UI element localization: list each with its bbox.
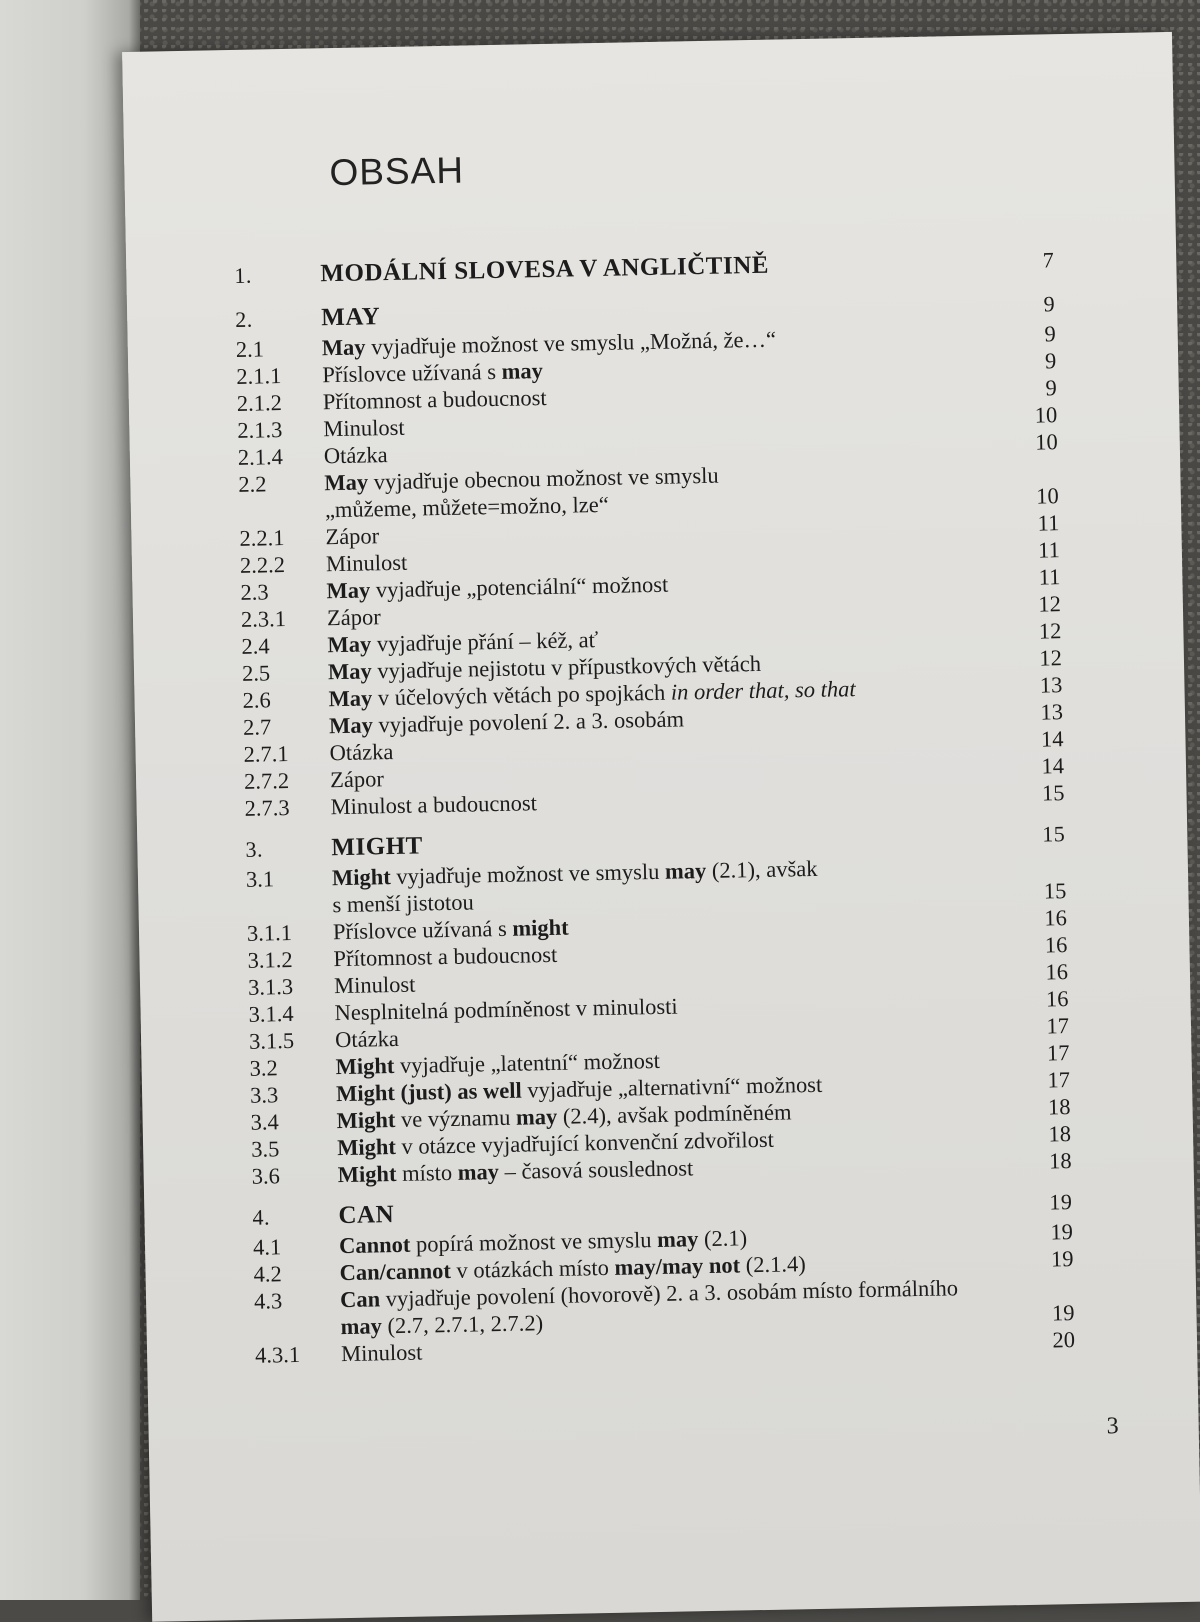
toc-entry-number [239, 517, 325, 519]
toc-entry-number: 2.2.2 [239, 552, 286, 578]
toc-title-part: Přítomnost a budoucnost [322, 384, 547, 415]
toc-entry-page: 11 [1038, 564, 1061, 590]
toc-title-part: may [340, 1313, 383, 1340]
toc-entry-page: 9 [1045, 375, 1057, 401]
toc-title-part: Příslovce užívaná s [322, 358, 502, 388]
toc-entry-page: 15 [1041, 780, 1065, 806]
toc-entry-page: 9 [1043, 291, 1056, 317]
toc-entry-number: 4. [252, 1204, 271, 1230]
toc-title-part: vyjadřuje možnost ve smyslu [390, 858, 666, 890]
toc-entry-page [1018, 476, 1058, 477]
toc-title-part: May [321, 334, 366, 361]
toc-entry-page: 16 [1045, 959, 1069, 985]
toc-entry-number: 3.1.2 [247, 946, 293, 973]
table-of-contents [234, 244, 1075, 1369]
toc-entry-number: 2.4 [241, 633, 270, 659]
toc-title-part: (2.1) [698, 1225, 748, 1252]
toc-title-part: Minulost [323, 414, 405, 442]
toc-title-part: Otázka [334, 1025, 400, 1053]
toc-title-part: „můžeme, můžete=možno, lze“ [324, 491, 609, 523]
toc-entry-page: 16 [1044, 932, 1068, 958]
toc-title-part: May [326, 577, 371, 604]
toc-title-part: May [327, 631, 372, 658]
toc-title-part: Might [335, 1053, 395, 1080]
toc-title-part: Příslovce užívaná s [332, 915, 513, 945]
toc-entry-page: 9 [1044, 321, 1056, 347]
toc-title-part: vyjadřuje „latentní“ možnost [394, 1047, 661, 1079]
toc-title-part: vyjadřuje přání – kéž, ať [371, 627, 599, 657]
toc-title-part: Nesplnitelná podmíněnost v minulosti [334, 993, 678, 1026]
toc-entry-number: 2.1.4 [237, 444, 284, 470]
toc-title-part: may/may not [614, 1252, 741, 1280]
toc-entry-page: 11 [1037, 510, 1060, 536]
toc-title-part: MAY [320, 303, 381, 332]
toc-title-part: Might [336, 1134, 397, 1161]
toc-entry-number: 2.7.3 [244, 795, 290, 821]
book-page [122, 32, 1200, 1622]
toc-title-part: Zápor [329, 766, 385, 793]
toc-title-part: místo [396, 1159, 458, 1187]
toc-entry-page: 17 [1047, 1067, 1071, 1093]
toc-title-part: may [457, 1159, 500, 1185]
toc-title-part: might [512, 914, 569, 941]
toc-entry-number: 2. [235, 306, 253, 332]
toc-title-part: vyjadřuje obecnou možnost ve smyslu [367, 462, 719, 495]
toc-title-part: Cannot [338, 1231, 411, 1259]
toc-title-part: Can/cannot [339, 1257, 452, 1286]
toc-entry-number: 2.2.1 [239, 525, 285, 551]
toc-title-part: Otázka [323, 442, 388, 469]
toc-entry-number: 2.1.2 [236, 390, 283, 416]
toc-title-part: v účelových větách po spojkách [372, 679, 672, 711]
toc-entry-number: 2.1.1 [236, 363, 282, 389]
toc-entry-page: 9 [1044, 348, 1057, 374]
toc-title-part: May [328, 685, 373, 712]
toc-entry-number: 3.1.3 [247, 973, 294, 1000]
toc-entry-page: 7 [1042, 247, 1055, 273]
toc-title-part: Minulost [340, 1339, 423, 1367]
toc-title-part: Might [336, 1107, 396, 1134]
toc-entry-page [1026, 871, 1066, 872]
toc-entry-page: 11 [1037, 537, 1061, 563]
toc-title-part: may [501, 358, 544, 384]
toc-title-part: Might [337, 1161, 397, 1188]
toc-title-part: may [656, 1226, 699, 1253]
toc-title-part: May [324, 469, 369, 496]
toc-entry-page: 19 [1049, 1189, 1073, 1215]
toc-entry-page: 10 [1034, 402, 1058, 428]
toc-title-part: vyjadřuje „alternativní“ možnost [521, 1071, 823, 1103]
toc-entry-number: 2.5 [241, 660, 271, 686]
toc-title-part: s menší jistotou [332, 889, 474, 918]
toc-title-part: Minulost [325, 549, 408, 577]
toc-title-part: vyjadřuje „potenciální“ možnost [369, 571, 669, 603]
toc-title-part: (2.4), avšak podmíněném [556, 1099, 792, 1129]
toc-entry-number: 1. [234, 262, 253, 288]
toc-entry-page: 16 [1044, 905, 1068, 931]
toc-title-part: (2.1), avšak [706, 855, 818, 884]
toc-title-part: Might (just) as well [335, 1077, 522, 1107]
toc-title-part: Minulost [333, 971, 416, 999]
toc-title-part: (2.1.4) [739, 1251, 806, 1278]
toc-entry-page: 12 [1038, 591, 1062, 617]
toc-entry-page: 16 [1045, 986, 1069, 1012]
toc-entry-number: 2.1 [235, 336, 265, 362]
toc-entry-number: 2.7 [242, 714, 272, 740]
toc-entry-number: 4.3 [253, 1288, 283, 1314]
toc-entry-number: 3.6 [251, 1163, 281, 1189]
toc-entry-number: 4.2 [253, 1261, 282, 1287]
toc-title-part: vyjadřuje nejistotu v přípustkových větách [371, 650, 762, 684]
toc-entry-page: 13 [1039, 672, 1063, 698]
toc-entry-number: 3.1.4 [248, 1000, 294, 1027]
toc-entry-number: 3.5 [250, 1136, 280, 1162]
toc-entry-number: 2.1.3 [237, 417, 283, 443]
toc-title-part: ve významu [395, 1104, 517, 1133]
toc-title-part: Minulost a budoucnost [330, 790, 538, 820]
toc-entry-page: 18 [1048, 1148, 1072, 1174]
toc-entry-number [255, 1334, 341, 1336]
toc-entry-number: 3. [245, 836, 264, 862]
toc-title-part: (2.7, 2.7.1, 2.7.2) [381, 1310, 544, 1339]
toc-title-part: v otázce vyjadřující konvenční zdvořilost [395, 1126, 775, 1160]
toc-entry-number: 3.1.5 [248, 1027, 295, 1054]
toc-entry-number: 2.6 [242, 687, 271, 713]
toc-entry-page: 19 [1050, 1219, 1074, 1245]
toc-entry-page: 12 [1038, 618, 1062, 644]
toc-entry-number: 2.2 [238, 471, 267, 497]
toc-entry-page: 19 [1050, 1246, 1074, 1272]
toc-entry-page: 17 [1046, 1040, 1070, 1066]
toc-entry-page: 14 [1040, 726, 1064, 752]
toc-entry-page: 13 [1040, 699, 1064, 725]
toc-entry-number: 2.3 [240, 579, 269, 605]
toc-entry-page: 20 [1052, 1327, 1076, 1353]
toc-title-part: vyjadřuje možnost ve smyslu „Možná, že…“ [365, 326, 777, 360]
toc-title-part: Zápor [326, 604, 381, 631]
toc-title-part: May [328, 712, 374, 739]
toc-entry-number: 3.3 [249, 1082, 279, 1108]
facing-page [0, 0, 140, 1600]
toc-title-part: may [664, 858, 707, 884]
page-title: OBSAH [329, 149, 465, 194]
toc-title-part: Otázka [329, 739, 394, 766]
toc-title-part: v otázkách místo [450, 1254, 615, 1283]
toc-entry-page: 19 [1051, 1300, 1075, 1326]
toc-entry-number: 4.1 [252, 1234, 282, 1260]
toc-title-part: – časová souslednost [498, 1155, 694, 1185]
page-number: 3 [1106, 1413, 1119, 1440]
toc-title-part: vyjadřuje povolení 2. a 3. osobám [372, 706, 685, 738]
toc-entry-number: 2.7.1 [243, 741, 289, 767]
toc-title-part: MIGHT [331, 832, 424, 862]
toc-entry-number: 4.3.1 [254, 1341, 301, 1368]
toc-entry-number: 2.7.2 [243, 768, 290, 794]
toc-entry-number [247, 912, 333, 914]
toc-entry-page: 18 [1047, 1094, 1071, 1120]
toc-entry-page: 10 [1036, 483, 1060, 509]
toc-entry-number: 3.1.1 [246, 919, 293, 946]
toc-entry-page: 17 [1046, 1013, 1070, 1039]
toc-title-part: Might [331, 864, 391, 891]
toc-entry-page: 12 [1039, 645, 1063, 671]
toc-entry-page: 15 [1043, 878, 1067, 904]
toc-entry-number: 2.3.1 [240, 606, 287, 632]
toc-entry-page: 14 [1041, 753, 1065, 779]
toc-entry-page: 18 [1048, 1121, 1072, 1147]
toc-title-part: Can [339, 1286, 381, 1313]
toc-entry-page: 10 [1035, 429, 1058, 455]
toc-title-part: MODÁLNÍ SLOVESA V ANGLIČTINĚ [320, 251, 770, 288]
toc-title-part: Zápor [325, 523, 380, 550]
toc-title-part: popírá možnost ve smyslu [410, 1227, 658, 1257]
toc-entry-number: 3.1 [245, 866, 275, 892]
toc-entry-number: 3.4 [250, 1109, 280, 1135]
toc-entry-page: 15 [1042, 821, 1066, 847]
toc-title-part: CAN [338, 1201, 395, 1230]
toc-title-part: Přítomnost a budoucnost [333, 941, 558, 972]
toc-entry-number: 3.2 [249, 1055, 278, 1081]
toc-entry-page [1034, 1293, 1074, 1294]
toc-title-part: vyjadřuje povolení (hovorově) 2. a 3. osobám místo formálního [379, 1275, 959, 1312]
toc-title-part: May [327, 658, 373, 685]
toc-title-part: in order that, so that [670, 676, 856, 705]
toc-title-part: may [515, 1103, 558, 1130]
